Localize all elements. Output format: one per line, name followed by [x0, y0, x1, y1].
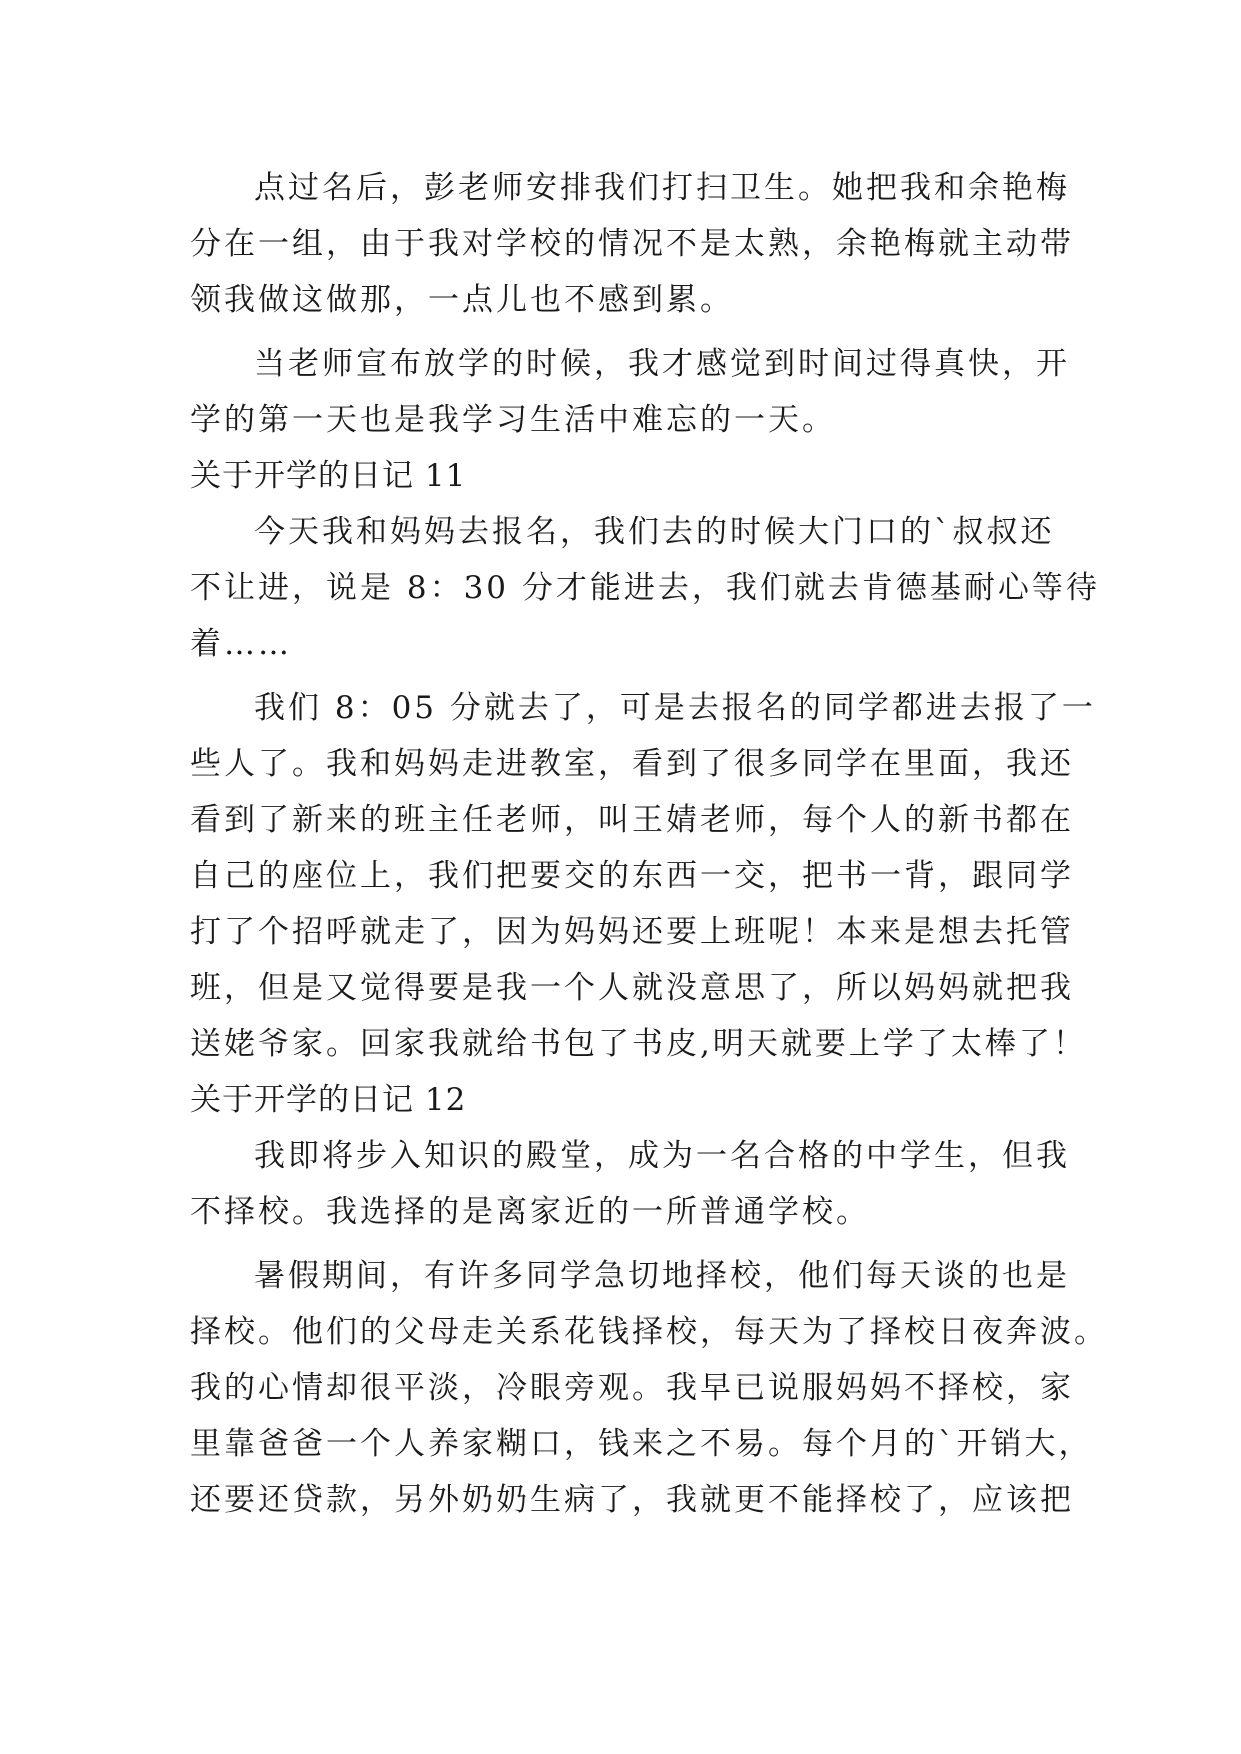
paragraph-line: 自己的座位上，我们把要交的东西一交，把书一背，跟同学	[190, 858, 1074, 894]
paragraph-line: 领我做这做那，一点儿也不感到累。	[190, 282, 734, 318]
paragraph-line: 暑假期间，有许多同学急切地择校，他们每天谈的也是	[254, 1258, 1070, 1294]
paragraph-line: 不让进，说是 8：30 分才能进去，我们就去肯德基耐心等待	[190, 570, 1100, 606]
paragraph-line: 不择校。我选择的是离家近的一所普通学校。	[190, 1194, 870, 1230]
paragraph-line: 看到了新来的班主任老师，叫王婧老师，每个人的新书都在	[190, 802, 1074, 838]
paragraph-line: 送姥爷家。回家我就给书包了书皮,明天就要上学了太棒了！	[190, 1026, 1087, 1062]
paragraph-line: 择校。他们的父母走关系花钱择校，每天为了择校日夜奔波。	[190, 1314, 1108, 1350]
paragraph-line: 里靠爸爸一个人养家糊口，钱来之不易。每个月的`开销大，	[190, 1426, 1093, 1462]
document-page	[190, 160, 1108, 1528]
paragraph-line: 班，但是又觉得要是我一个人就没意思了，所以妈妈就把我	[190, 970, 1074, 1006]
paragraph-line: 我即将步入知识的殿堂，成为一名合格的中学生，但我	[254, 1138, 1070, 1174]
paragraph-line: 当老师宣布放学的时候，我才感觉到时间过得真快，开	[254, 346, 1070, 382]
paragraph-line: 点过名后，彭老师安排我们打扫卫生。她把我和余艳梅	[254, 170, 1070, 206]
paragraph-line: 我们 8：05 分就去了，可是去报名的同学都进去报了一	[254, 690, 1096, 726]
paragraph-line: 学的第一天也是我学习生活中难忘的一天。	[190, 402, 836, 438]
section-heading: 关于开学的日记 11	[190, 458, 467, 494]
paragraph-line: 今天我和妈妈去报名，我们去的时候大门口的`叔叔还	[254, 514, 1055, 550]
paragraph-line: 我的心情却很平淡，冷眼旁观。我早已说服妈妈不择校，家	[190, 1370, 1074, 1406]
paragraph-line: 些人了。我和妈妈走进教室，看到了很多同学在里面，我还	[190, 746, 1074, 782]
paragraph-line: 着……	[190, 626, 292, 662]
section-heading: 关于开学的日记 12	[190, 1082, 467, 1118]
paragraph-line: 打了个招呼就走了，因为妈妈还要上班呢！本来是想去托管	[190, 914, 1074, 950]
paragraph-line: 还要还贷款，另外奶奶生病了，我就更不能择校了，应该把	[190, 1482, 1074, 1518]
paragraph-line: 分在一组，由于我对学校的情况不是太熟，余艳梅就主动带	[190, 226, 1074, 262]
